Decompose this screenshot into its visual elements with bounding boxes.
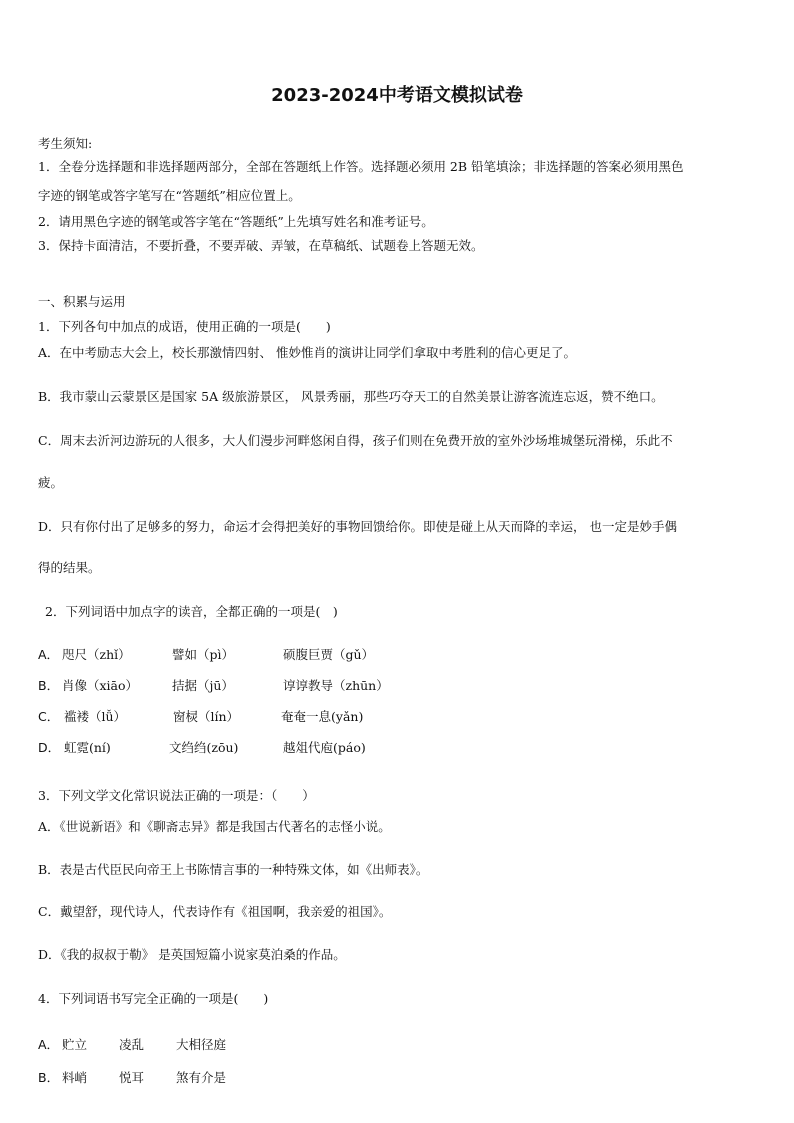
question-1-option-c: C．周末去沂河边游玩的人很多，大人们漫步河畔悠闲自得，孩子们则在免费开放的室外沙场堆城堡玩滑梯，乐此不	[38, 433, 673, 448]
option-word: 奄奄一息(yǎn)	[281, 709, 364, 724]
question-1-option-b: B．我市蒙山云蒙景区是国家 5A 级旅游景区， 风景秀丽，那些巧夺天工的自然美景让游客流连忘返，赞不绝口。	[38, 389, 664, 404]
question-1-option-d: D．只有你付出了足够多的努力，命运才会得把美好的事物回馈给你。即使是碰上从天而降的幸运， 也一定是妙手偶	[38, 519, 677, 534]
option-letter: A．	[38, 1037, 60, 1052]
option-letter: B．	[38, 678, 60, 693]
page-title: 2023-2024中考语文模拟试卷	[271, 85, 523, 106]
option-word: 肖像（xiāo）	[62, 678, 139, 693]
option-word: 越俎代庖(páo)	[283, 740, 366, 755]
option-word: 窗棂（lín）	[173, 709, 240, 724]
question-3-option-c: C．戴望舒，现代诗人，代表诗作有《祖国啊，我亲爱的祖国》。	[38, 904, 392, 919]
question-4-stem: 4．下列词语书写完全正确的一项是( )	[38, 991, 269, 1006]
option-letter: B．	[38, 1070, 60, 1085]
question-3-stem: 3．下列文学文化常识说法正确的一项是：（ ）	[38, 788, 315, 803]
question-3-option-a: A．《世说新语》和《聊斋志异》都是我国古代著名的志怪小说。	[38, 819, 391, 834]
notice-item: 2．请用黑色字迹的钢笔或答字笔在“答题纸”上先填写姓名和准考证号。	[38, 214, 434, 229]
question-2-stem: 2．下列词语中加点字的读音，全都正确的一项是( )	[45, 604, 338, 619]
notice-item: 字迹的钢笔或答字笔写在“答题纸”相应位置上。	[38, 188, 301, 203]
option-word: 文绉绉(zōu)	[169, 740, 239, 755]
option-word: 虹霓(ní)	[64, 740, 111, 755]
option-word: 褴褛（lǚ）	[64, 709, 127, 724]
option-word: 咫尺（zhǐ）	[62, 647, 131, 662]
notice-item: 3．保持卡面清洁，不要折叠，不要弄破、弄皱，在草稿纸、试题卷上答题无效。	[38, 238, 484, 253]
option-letter: A．	[38, 647, 60, 662]
question-3-option-b: B．表是古代臣民向帝王上书陈情言事的一种特殊文体，如《出师表》。	[38, 862, 429, 877]
option-word: 譬如（pì）	[172, 647, 234, 662]
option-word: 硕腹巨贾（gǔ）	[283, 647, 375, 662]
question-1-option-d-cont: 得的结果。	[38, 560, 101, 575]
option-letter: D．	[38, 740, 61, 755]
option-word: 贮立	[62, 1037, 88, 1052]
question-1-option-c-cont: 疲。	[38, 475, 64, 490]
option-word: 谆谆教导（zhūn）	[283, 678, 389, 693]
question-1-stem: 1．下列各句中加点的成语，使用正确的一项是( )	[38, 319, 331, 334]
section-heading: 一、积累与运用	[38, 294, 126, 309]
option-word: 凌乱	[119, 1037, 145, 1052]
question-1-option-a: A．在中考励志大会上，校长那激情四射、 惟妙惟肖的演讲让同学们拿取中考胜利的信心更足了。	[38, 345, 577, 360]
option-word: 拮据（jū）	[172, 678, 234, 693]
option-word: 大相径庭	[176, 1037, 227, 1052]
question-3-option-d: D．《我的叔叔于勒》 是英国短篇小说家莫泊桑的作品。	[38, 947, 346, 962]
option-word: 悦耳	[119, 1070, 145, 1085]
option-word: 料峭	[62, 1070, 88, 1085]
option-word: 煞有介是	[176, 1070, 227, 1085]
notice-item: 1．全卷分选择题和非选择题两部分，全部在答题纸上作答。选择题必须用 2B 铅笔填涂；非选择题的答案必须用黑色	[38, 159, 684, 174]
notice-heading: 考生须知:	[38, 136, 93, 151]
option-letter: C．	[38, 709, 60, 724]
